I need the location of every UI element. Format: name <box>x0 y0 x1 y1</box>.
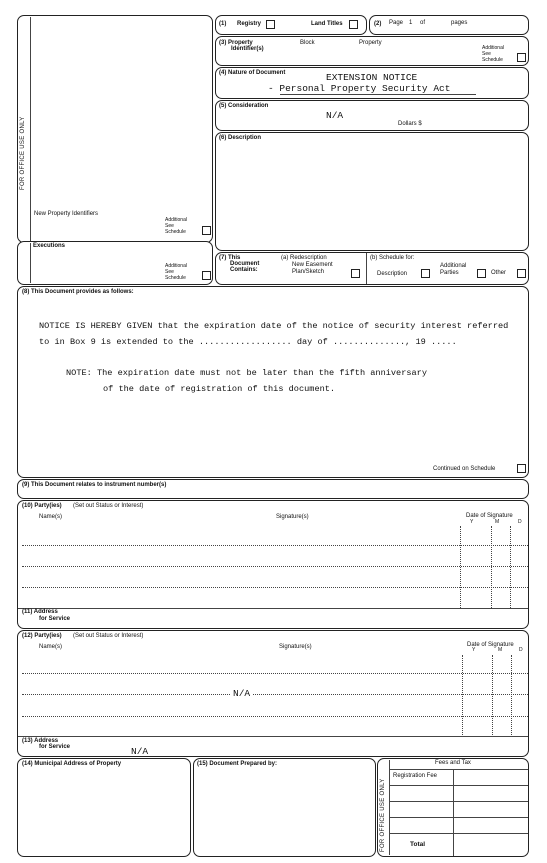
box-10-names-header: Name(s) <box>39 514 63 520</box>
fees-row-rule-3 <box>389 817 528 818</box>
additional-label: Additional <box>165 217 187 223</box>
dollars-label: Dollars $ <box>398 121 422 127</box>
box-5-label: (5) Consideration <box>219 103 269 109</box>
additional-parties-checkbox[interactable] <box>477 269 486 278</box>
executions-label: Executions <box>33 243 66 249</box>
box-10-m-header: M <box>495 519 500 525</box>
box-7-label-2: Document <box>230 261 260 267</box>
box-13-label-2: for Service <box>39 744 71 750</box>
executions-schedule-checkbox[interactable] <box>202 271 211 280</box>
box-15-label: (15) Document Prepared by: <box>197 761 278 767</box>
box-3-see-label: See <box>482 51 491 57</box>
parties-label: Parties <box>440 270 459 276</box>
box-13-label: (13) Address <box>22 738 59 744</box>
executions-divider <box>30 243 31 283</box>
nature-of-document-line-1: EXTENSION NOTICE <box>326 72 418 83</box>
new-property-identifiers-label: New Property Identifiers <box>34 211 99 217</box>
fees-row-rule-1 <box>389 785 528 786</box>
page-number[interactable]: 1 <box>409 20 413 26</box>
redescription-checkbox[interactable] <box>351 269 360 278</box>
nature-of-document-line-2: - Personal Property Security Act <box>268 83 451 94</box>
executions-schedule-label: Schedule <box>165 275 186 281</box>
consideration-value[interactable]: N/A <box>326 110 344 121</box>
box-12-date-header: Date of Signature <box>467 642 514 648</box>
office-use-panel <box>17 15 213 243</box>
note-line-1: NOTE: The expiration date must not be later than the fifth anniversary <box>66 368 427 378</box>
note-line-2: of the date of registration of this document. <box>103 384 336 394</box>
box-14-label: (14) Municipal Address of Property <box>22 761 122 767</box>
see-label: See <box>165 223 174 229</box>
box-12-sub-label: (Set out Status or Interest) <box>73 633 144 639</box>
box-12-date-divider-2 <box>492 655 493 737</box>
description-schedule-checkbox[interactable] <box>421 269 430 278</box>
box-10-label: (10) Party(ies) <box>22 503 62 509</box>
total-label: Total <box>410 841 426 848</box>
box-4-label: (4) Nature of Document <box>219 70 286 76</box>
land-titles-label: Land Titles <box>311 21 343 27</box>
registry-label: Registry <box>237 21 262 27</box>
box-10-date-divider-1 <box>460 526 461 608</box>
office-use-label-bottom: FOR OFFICE USE ONLY <box>380 778 386 852</box>
fees-header-rule <box>389 769 528 770</box>
box-8-document-provides <box>17 286 529 478</box>
fees-office-divider <box>389 760 390 855</box>
box-13-separator <box>18 736 528 737</box>
box-7-divider <box>366 253 367 284</box>
land-titles-checkbox[interactable] <box>349 20 358 29</box>
box-10-date-divider-3 <box>510 526 511 608</box>
redescription-label: (a) Redescription <box>281 255 327 261</box>
box-9-label: (9) This Document relates to instrument number(s) <box>22 482 167 488</box>
box-12-label: (12) Party(ies) <box>22 633 62 639</box>
box-6-label: (6) Description <box>219 135 262 141</box>
schedule-for-label: (b) Schedule for: <box>370 255 415 261</box>
continued-on-schedule-checkbox[interactable] <box>517 464 526 473</box>
box-15-prepared-by <box>193 758 376 857</box>
box-11-label-2: for Service <box>39 616 71 622</box>
box-3-schedule-checkbox[interactable] <box>517 53 526 62</box>
description-label: Description <box>377 271 408 277</box>
box-3-additional-label: Additional <box>482 45 504 51</box>
box-3-schedule-label: Schedule <box>482 57 503 63</box>
box-10-signatures-header: Signature(s) <box>276 514 309 520</box>
new-easement-label: New Easement <box>292 262 333 268</box>
box-7-label: (7) This <box>219 255 241 261</box>
registry-checkbox[interactable] <box>266 20 275 29</box>
block-label: Block <box>300 40 315 46</box>
box-10-date-divider-2 <box>491 526 492 608</box>
box-12-names-header: Name(s) <box>39 644 63 650</box>
box-10-date-header: Date of Signature <box>466 513 513 519</box>
office-use-divider <box>30 17 31 241</box>
executions-see-label: See <box>165 269 174 275</box>
registration-fee-label: Registration Fee <box>393 773 438 779</box>
box-10-party-line-3 <box>22 587 528 588</box>
office-use-label-left: FOR OFFICE USE ONLY <box>20 116 26 190</box>
executions-additional-label: Additional <box>165 263 187 269</box>
box-11-separator <box>18 608 528 609</box>
box-10-party-line-1 <box>22 545 528 546</box>
box-11-label: (11) Address <box>22 609 58 615</box>
nature-of-document-underline <box>280 94 476 95</box>
box-2-number: (2) <box>374 21 382 27</box>
box-13-address-value[interactable]: N/A <box>131 746 149 757</box>
page-label: Page <box>389 20 404 26</box>
box-10-y-header: Y <box>470 519 474 525</box>
notice-line-2: to in Box 9 is extended to the .................. day of .............., 19 ..... <box>39 337 457 347</box>
box-12-party-line-2 <box>22 694 528 695</box>
other-label: Other <box>491 270 507 276</box>
box-12-party-line-3 <box>22 716 528 717</box>
box-1-number: (1) <box>219 21 227 27</box>
box-8-label: (8) This Document provides as follows: <box>22 289 134 295</box>
additional-parties-label: Additional <box>440 263 467 269</box>
box-3-label: (3) Property <box>219 40 253 46</box>
box-6-description <box>215 132 529 251</box>
fees-amount-divider <box>453 769 454 856</box>
continued-on-schedule-label: Continued on Schedule <box>433 466 496 472</box>
box-12-signatures-header: Signature(s) <box>279 644 312 650</box>
pages-label: pages <box>451 20 468 26</box>
box-12-party-line-1 <box>22 673 528 674</box>
property-label: Property <box>359 40 382 46</box>
of-label: of <box>420 20 426 26</box>
box-12-d-header: D <box>519 647 523 653</box>
new-property-schedule-checkbox[interactable] <box>202 226 211 235</box>
plan-sketch-label: Plan/Sketch <box>292 269 325 275</box>
box-14-municipal-address <box>17 758 191 857</box>
fees-and-tax-title: Fees and Tax <box>435 760 471 766</box>
box-3-label-2: Identifier(s) <box>231 46 264 52</box>
box-12-y-header: Y <box>472 647 476 653</box>
box-10-party-line-2 <box>22 566 528 567</box>
fees-row-rule-4 <box>389 833 528 834</box>
other-checkbox[interactable] <box>517 269 526 278</box>
box-10-parties <box>17 500 529 629</box>
schedule-label: Schedule <box>165 229 186 235</box>
box-7-label-3: Contains: <box>230 267 258 273</box>
box-12-party-value[interactable]: N/A <box>233 688 251 699</box>
box-12-m-header: M <box>498 647 503 653</box>
fees-row-rule-2 <box>389 801 528 802</box>
box-10-sub-label: (Set out Status or Interest) <box>73 503 144 509</box>
box-12-date-divider-1 <box>462 655 463 737</box>
notice-line-1: NOTICE IS HEREBY GIVEN that the expiration date of the notice of security interest referred <box>39 321 509 331</box>
box-10-d-header: D <box>518 519 522 525</box>
box-12-date-divider-3 <box>511 655 512 737</box>
